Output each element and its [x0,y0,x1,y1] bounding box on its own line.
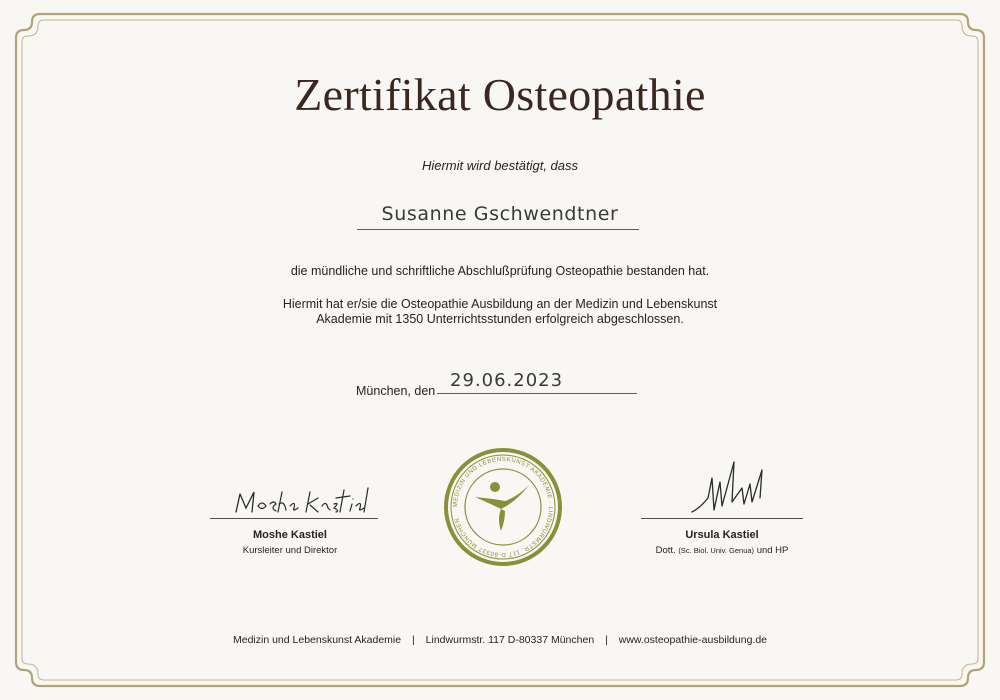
academy-seal [443,447,563,567]
date-underline [437,393,637,394]
signature-ursula-kastiel [690,458,790,520]
signature-moshe-kastiel [222,478,372,520]
seal-figure-icon [475,482,529,531]
footer-website-link[interactable]: www.osteopathie-ausbildung.de [618,634,768,646]
certificate-title: Zertifikat Osteopathie [294,69,706,120]
right-signer-name: Ursula Kastiel [685,529,759,541]
completion-text-line2: Akademie mit 1350 Unterrichtsstunden erfolgreich abgeschlossen. [316,312,684,326]
exam-passed-text: die mündliche und schriftliche Abschlußprüfung Osteopathie bestanden hat. [290,264,710,278]
footer-address: Lindwurmstr. 117 D-80337 München [425,634,595,646]
footer-separator: | [412,634,415,646]
intro-text: Hiermit wird bestätigt, dass [421,158,579,173]
right-signer-degree: (Sc. Biol. Univ. Genua) [678,546,755,555]
name-underline [357,229,639,230]
footer-org: Medizin und Lebenskunst Akademie [232,634,402,646]
left-signature-line [210,518,378,519]
left-signer-role: Kursleiter und Direktor [242,545,338,556]
right-signer-role [641,545,803,556]
footer-separator: | [605,634,608,646]
left-signer-name: Moshe Kastiel [253,529,327,541]
right-signer-suffix: und HP [756,545,789,556]
right-signer-title: Dott. [655,545,676,556]
recipient-name: Susanne Gschwendtner [381,203,619,225]
right-signature-line [641,518,803,519]
completion-text-line1: Hiermit hat er/sie die Osteopathie Ausbildung an der Medizin und Lebenskunst [282,297,718,311]
place-date-label: München, den [356,384,436,398]
certificate-date: 29.06.2023 [450,370,564,391]
seal-text: MEDIZIN UND LEBENSKUNST AKADEMIE · LINDWURMSTR. 117 D-80337 MÜNCHEN [452,456,554,558]
footer [0,634,1000,646]
